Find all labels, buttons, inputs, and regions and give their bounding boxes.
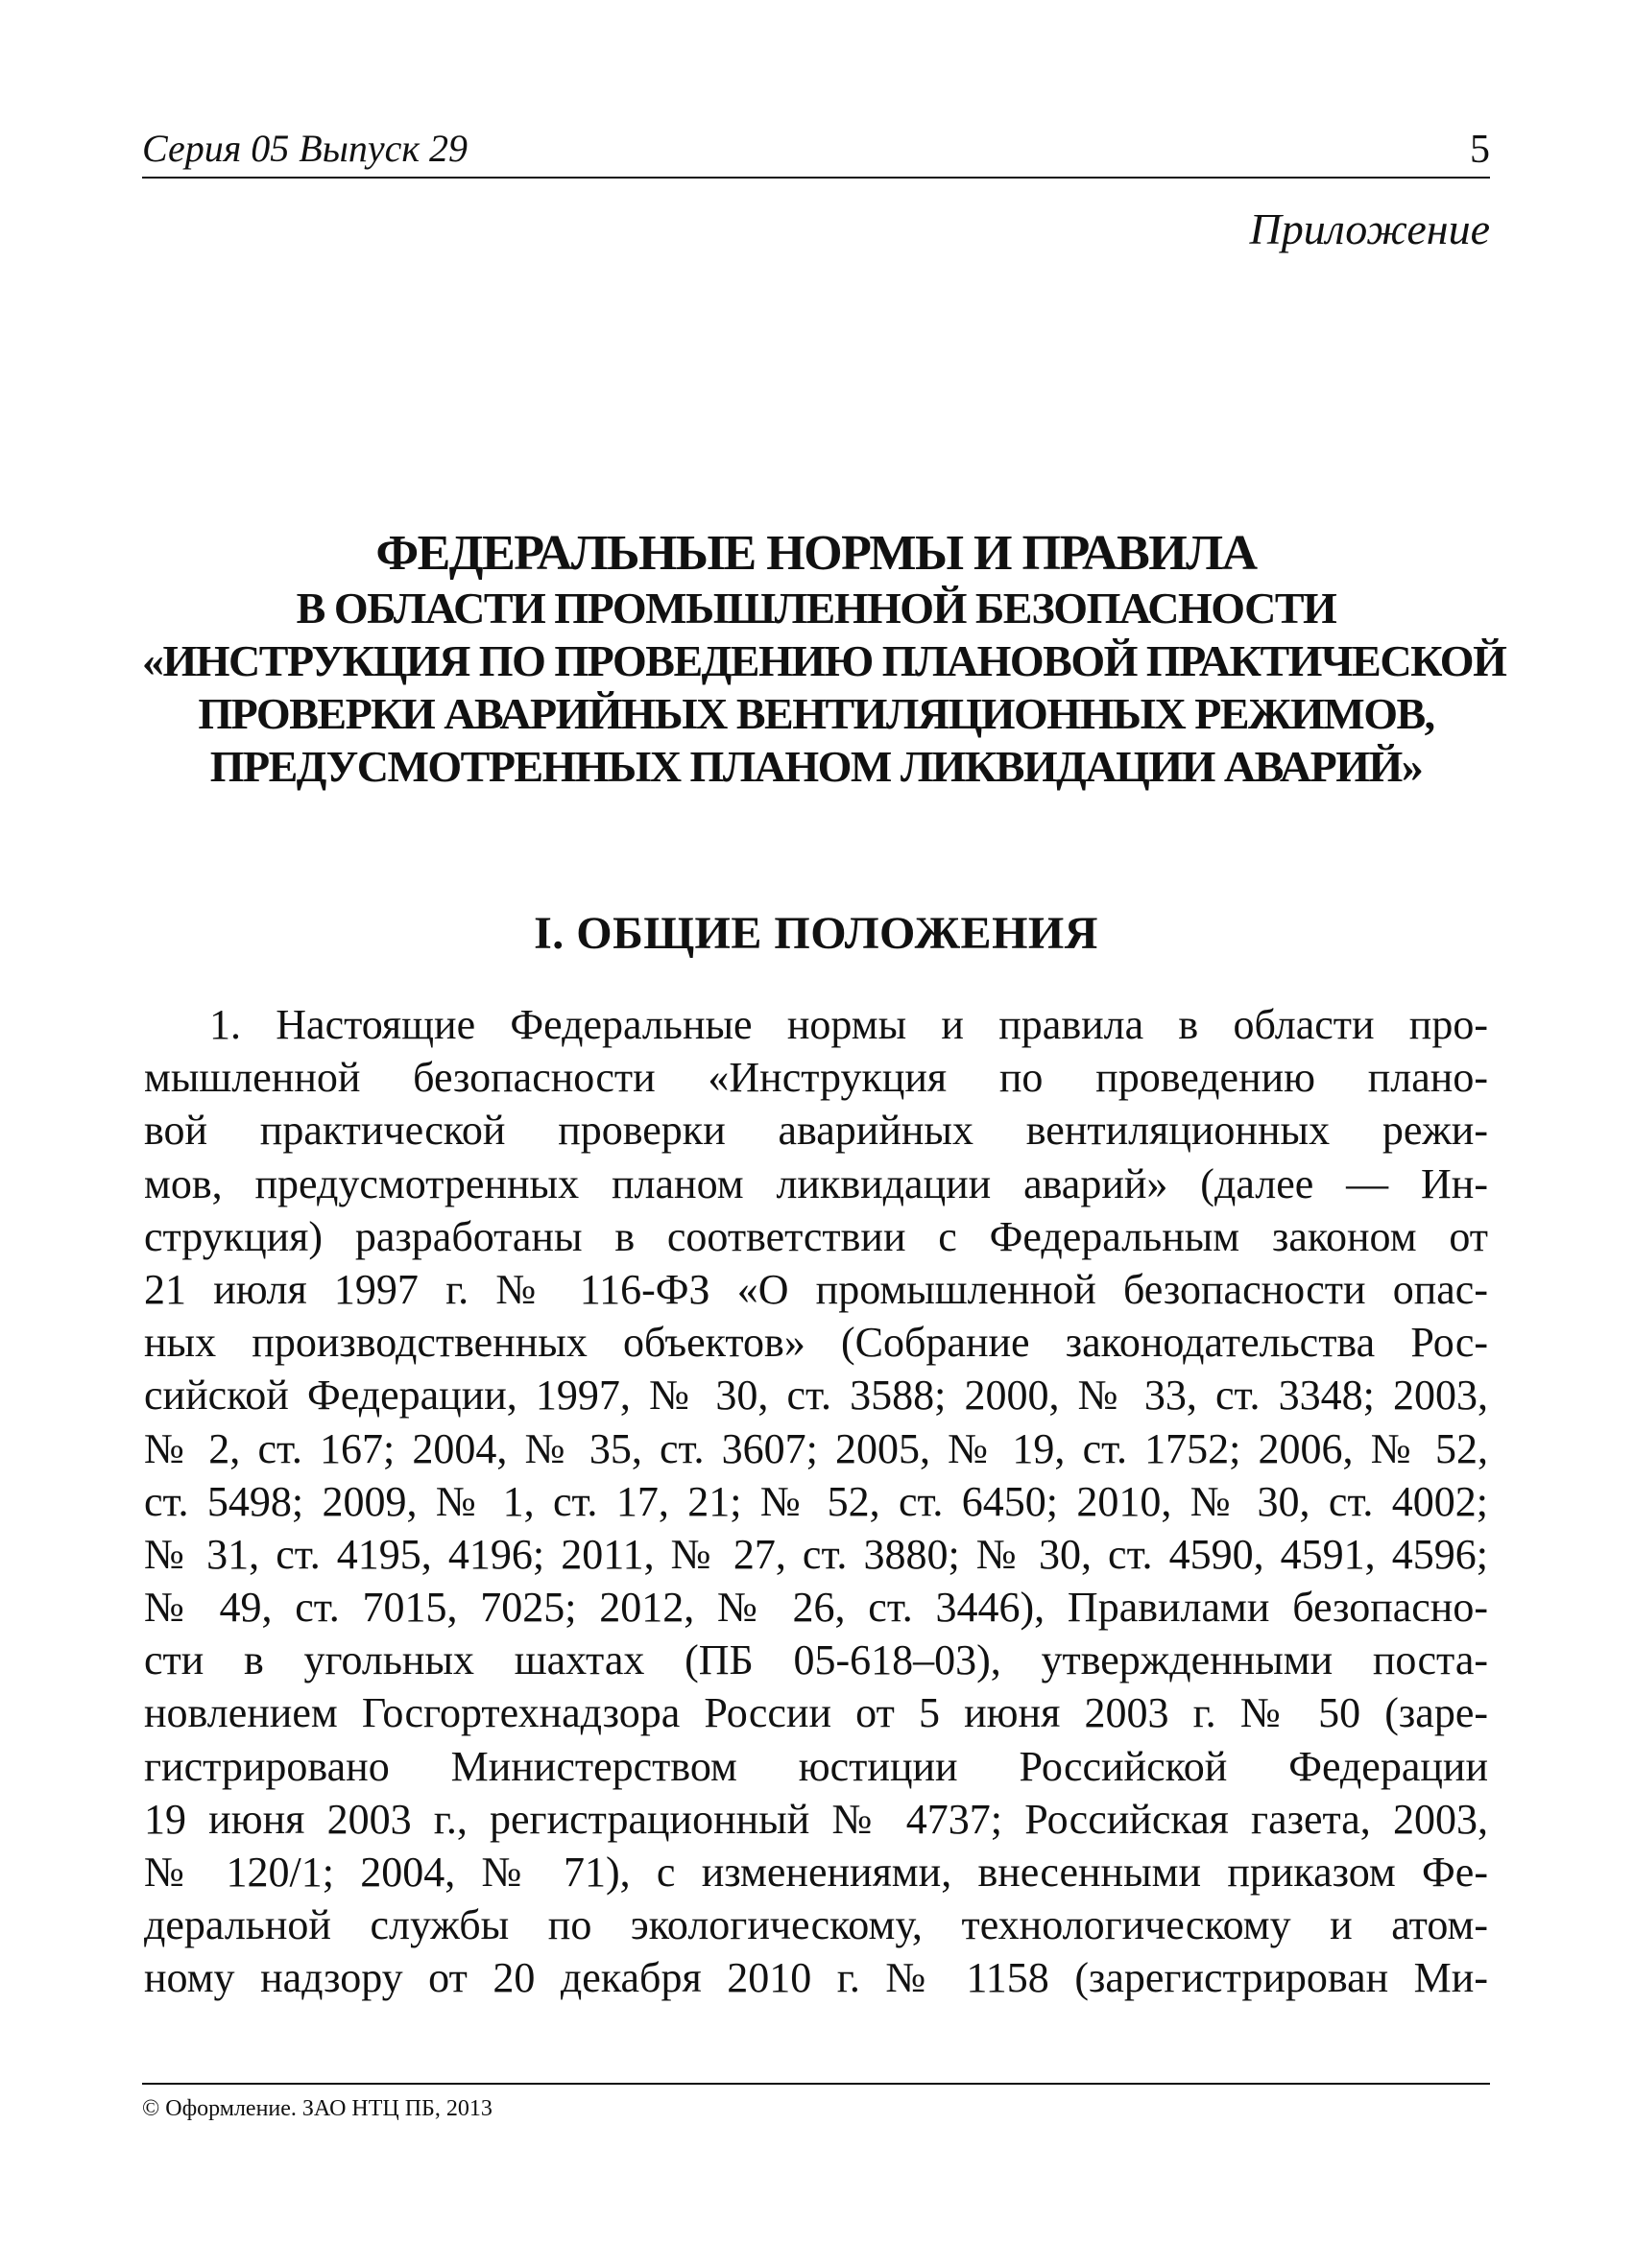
paragraph-line: гистрировано Министерством юстиции Российской Федерации	[144, 1742, 1488, 1790]
paragraph-line: струкция) разработаны в соответствии с Федеральным законом от	[144, 1212, 1488, 1260]
paragraph-line: сти в угольных шахтах (ПБ 05-618–03), утвержденными поста-	[144, 1636, 1488, 1684]
paragraph-line: сийской Федерации, 1997, № 30, ст. 3588; 2000, № 33, ст. 3348; 2003,	[144, 1372, 1488, 1420]
paragraph-line: мышленной безопасности «Инструкция по проведению плано-	[144, 1054, 1488, 1102]
series-issue-label: Серия 05 Выпуск 29	[142, 127, 469, 170]
title-line-3: «ИНСТРУКЦИЯ ПО ПРОВЕДЕНИЮ ПЛАНОВОЙ ПРАКТИЧЕСКОЙ	[142, 636, 1506, 685]
paragraph-line: 19 июня 2003 г., регистрационный № 4737; Российская газета, 2003,	[144, 1795, 1488, 1843]
paragraph-line: новлением Госгортехнадзора России от 5 июня 2003 г. № 50 (заре-	[144, 1689, 1488, 1737]
paragraph-line: ному надзору от 20 декабря 2010 г. № 1158 (зарегистрирован Ми-	[144, 1954, 1488, 2002]
paragraph-line: ных производственных объектов» (Собрание законодательства Рос-	[144, 1319, 1488, 1367]
paragraph-line: № 2, ст. 167; 2004, № 35, ст. 3607; 2005, № 19, ст. 1752; 2006, № 52,	[144, 1424, 1488, 1472]
paragraph-line: ст. 5498; 2009, № 1, ст. 17, 21; № 52, ст. 6450; 2010, № 30, ст. 4002;	[144, 1477, 1488, 1525]
running-header	[142, 127, 1490, 179]
title-line-4: ПРОВЕРКИ АВАРИЙНЫХ ВЕНТИЛЯЦИОННЫХ РЕЖИМОВ,	[198, 689, 1434, 738]
document-title	[142, 526, 1506, 793]
copyright-notice: © Оформление. ЗАО НТЦ ПБ, 2013	[142, 2096, 493, 2121]
section-heading: I. ОБЩИЕ ПОЛОЖЕНИЯ	[534, 908, 1098, 959]
paragraph-line: мов, предусмотренных планом ликвидации аварий» (далее — Ин-	[144, 1159, 1488, 1207]
paragraph-line: № 49, ст. 7015, 7025; 2012, № 26, ст. 3446), Правилами безопасно-	[144, 1584, 1488, 1632]
paragraph-line: № 120/1; 2004, № 71), с изменениями, внесенными приказом Фе-	[144, 1849, 1488, 1896]
appendix-label: Приложение	[1249, 204, 1490, 253]
paragraph-line: 21 июля 1997 г. № 116-ФЗ «О промышленной безопасности опас-	[144, 1265, 1488, 1313]
title-line-1: ФЕДЕРАЛЬНЫЕ НОРМЫ И ПРАВИЛА	[375, 526, 1257, 581]
paragraph-1	[144, 998, 1488, 2005]
paragraph-line: 1. Настоящие Федеральные нормы и правила в области про-	[209, 1001, 1488, 1048]
paragraph-line: вой практической проверки аварийных вентиляционных режи-	[144, 1107, 1488, 1155]
title-line-5: ПРЕДУСМОТРЕННЫХ ПЛАНОМ ЛИКВИДАЦИИ АВАРИЙ»	[209, 742, 1423, 791]
paragraph-line: № 31, ст. 4195, 4196; 2011, № 27, ст. 3880; № 30, ст. 4590, 4591, 4596;	[144, 1530, 1488, 1578]
paragraph-line: деральной службы по экологическому, технологическому и атом-	[144, 1901, 1488, 1949]
page-number: 5	[1470, 128, 1490, 172]
footer	[142, 2083, 1490, 2121]
title-line-2: В ОБЛАСТИ ПРОМЫШЛЕННОЙ БЕЗОПАСНОСТИ	[296, 584, 1336, 633]
